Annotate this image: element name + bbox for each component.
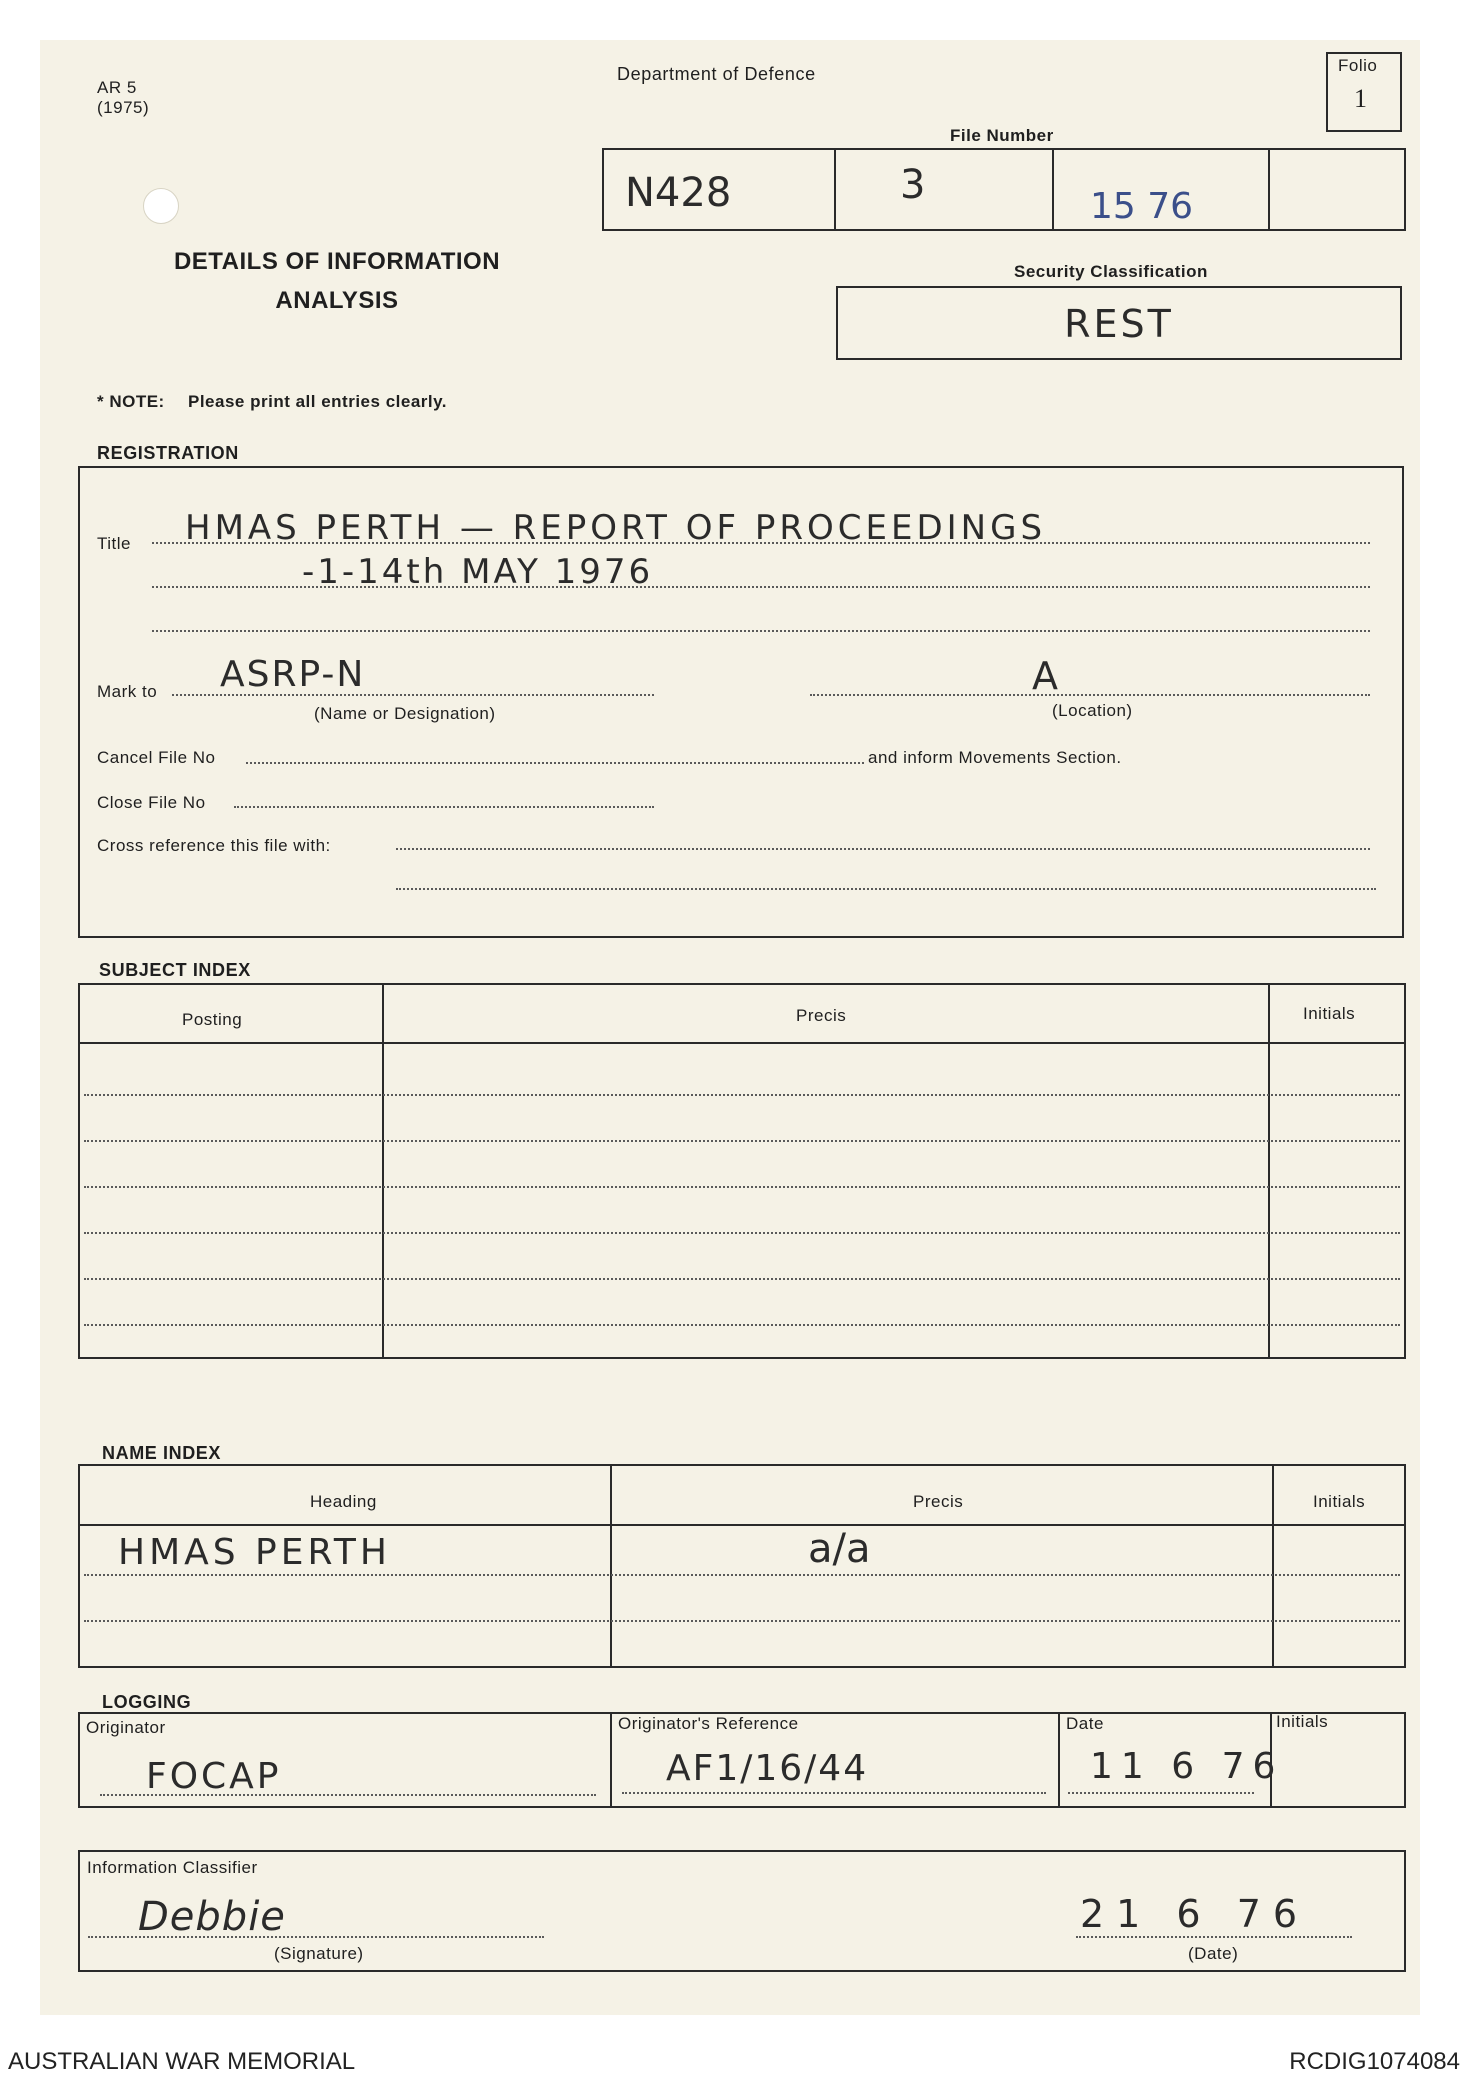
- file-number-part2: 3: [900, 162, 926, 208]
- footer-right: RCDIG1074084: [1289, 2048, 1460, 2075]
- folio-box: [1326, 52, 1402, 132]
- form-code: AR 5: [97, 78, 137, 97]
- file-number-part3: 15 76: [1090, 186, 1194, 227]
- registration-heading: REGISTRATION: [97, 443, 239, 463]
- name-heading-value: HMAS PERTH: [118, 1532, 391, 1573]
- form-sheet: [40, 40, 1420, 2015]
- cancel-file-suffix: and inform Movements Section.: [868, 748, 1122, 767]
- classifier-date-value: 21 6 76: [1080, 1892, 1310, 1936]
- note-text: Please print all entries clearly.: [188, 392, 448, 411]
- subject-col-initials: Initials: [1303, 1004, 1356, 1023]
- subject-col-posting: Posting: [182, 1010, 243, 1029]
- file-number-part1: N428: [625, 170, 732, 216]
- form-title-line2: ANALYSIS: [275, 287, 399, 314]
- folio-label: Folio: [1338, 56, 1378, 75]
- originator-reference-value: AF1/16/44: [666, 1748, 869, 1789]
- name-col-initials: Initials: [1313, 1492, 1366, 1511]
- department-name: Department of Defence: [617, 64, 816, 84]
- security-value: REST: [1064, 302, 1174, 346]
- subject-col-precis: Precis: [796, 1006, 847, 1025]
- signature-label: (Signature): [274, 1944, 364, 1963]
- title-value-line1: HMAS PERTH — REPORT OF PROCEEDINGS: [185, 508, 1047, 548]
- originator-value: FOCAP: [146, 1756, 282, 1797]
- title-label: Title: [97, 534, 131, 553]
- logging-heading: LOGGING: [102, 1692, 192, 1712]
- logging-initials-label: Initials: [1276, 1712, 1329, 1731]
- logging-date-value: 11 6 76: [1090, 1746, 1284, 1787]
- date-label: Date: [1066, 1714, 1104, 1733]
- name-index-heading: NAME INDEX: [102, 1443, 222, 1463]
- mark-to-label: Mark to: [97, 682, 158, 701]
- security-label: Security Classification: [1014, 262, 1208, 281]
- originator-reference-label: Originator's Reference: [618, 1714, 799, 1733]
- folio-value: 1: [1354, 84, 1367, 113]
- footer-left: AUSTRALIAN WAR MEMORIAL: [8, 2048, 356, 2075]
- location-label: (Location): [1052, 701, 1133, 720]
- cross-reference-label: Cross reference this file with:: [97, 836, 331, 855]
- cancel-file-label: Cancel File No: [97, 748, 216, 767]
- classifier-date-label: (Date): [1188, 1944, 1239, 1963]
- name-precis-value: a/a: [808, 1526, 871, 1572]
- subject-index-heading: SUBJECT INDEX: [99, 960, 251, 980]
- file-number-label: File Number: [950, 126, 1054, 145]
- form-title-line1: DETAILS OF INFORMATION: [173, 248, 501, 275]
- security-box: [836, 286, 1402, 360]
- close-file-label: Close File No: [97, 793, 206, 812]
- title-value-line2: -1-14th MAY 1976: [302, 552, 654, 592]
- note-prefix: * NOTE:: [97, 392, 165, 411]
- form-year: (1975): [97, 98, 150, 117]
- location-value: A: [1032, 654, 1058, 698]
- classifier-label: Information Classifier: [87, 1858, 258, 1877]
- name-col-heading: Heading: [310, 1492, 377, 1511]
- punch-hole: [143, 188, 179, 224]
- mark-to-value: ASRP-N: [220, 654, 366, 695]
- name-designation-label: (Name or Designation): [314, 704, 496, 723]
- name-col-precis: Precis: [913, 1492, 964, 1511]
- classifier-signature-value: Debbie: [138, 1894, 286, 1940]
- subject-index-table: [78, 983, 1406, 1359]
- originator-label: Originator: [86, 1718, 166, 1737]
